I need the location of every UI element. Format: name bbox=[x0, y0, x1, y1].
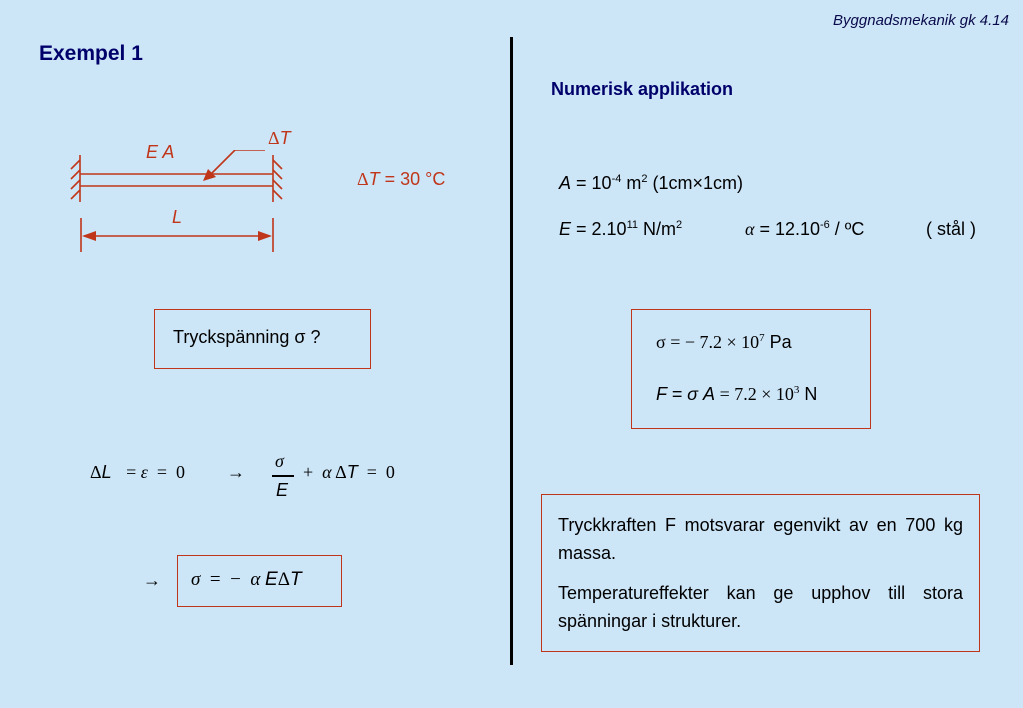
eq1-numerator: σ bbox=[275, 451, 284, 471]
eq2-arrow: → bbox=[143, 570, 161, 590]
page-title: Exempel 1 bbox=[39, 42, 143, 65]
result-sigma: σ = − $7.2 \times 10^7$ Pa bbox=[656, 332, 792, 352]
page-header: Byggnadsmekanik gk 4.14 bbox=[833, 12, 1009, 29]
eq2-result: σ = − α EΔT bbox=[191, 569, 302, 590]
note-box bbox=[541, 494, 980, 652]
fraction-bar bbox=[272, 475, 294, 477]
note-paragraph-2: Temperatureffekter kan ge upphov till stora spänningar i strukturer. bbox=[558, 583, 963, 631]
dT-given: ΔT = 30 °C bbox=[357, 169, 446, 189]
note-paragraph-1: Tryckkraften F motsvarar egenvikt av en 700 kg massa. bbox=[558, 515, 963, 563]
alpha-line: $\alpha = 12.10^{-6}$ / ºC bbox=[745, 219, 865, 239]
vertical-divider bbox=[510, 37, 513, 665]
note-text bbox=[558, 511, 963, 635]
beam-diagram bbox=[60, 150, 300, 260]
result-F: F = σ $A = 7.2 \times 10^3$ N bbox=[656, 384, 818, 404]
eq1-rhs: + α ΔT = 0 bbox=[303, 462, 395, 482]
section-subtitle: Numerisk applikation bbox=[551, 79, 734, 99]
eq2-box bbox=[177, 555, 342, 607]
question-box bbox=[154, 309, 371, 369]
E-line: $E = 2.10^{11}$ $N/m^2$ bbox=[559, 219, 683, 239]
dT-leader bbox=[210, 150, 265, 175]
result-box bbox=[631, 309, 871, 429]
material-label: ( stål ) bbox=[926, 219, 977, 239]
A-line: $A = 10^{-4}$ $m^2$ (1cm×1cm) bbox=[559, 173, 743, 193]
question-text: Tryckspänning σ ? bbox=[173, 327, 321, 347]
label-EA: E A bbox=[146, 142, 175, 162]
eq1-lhs: ΔL = ε = 0 bbox=[90, 462, 185, 482]
label-L: L bbox=[172, 207, 183, 227]
eq1-denominator: E bbox=[276, 480, 289, 500]
label-dT: ΔT bbox=[268, 128, 291, 148]
eq1-arrow: → bbox=[227, 462, 245, 482]
